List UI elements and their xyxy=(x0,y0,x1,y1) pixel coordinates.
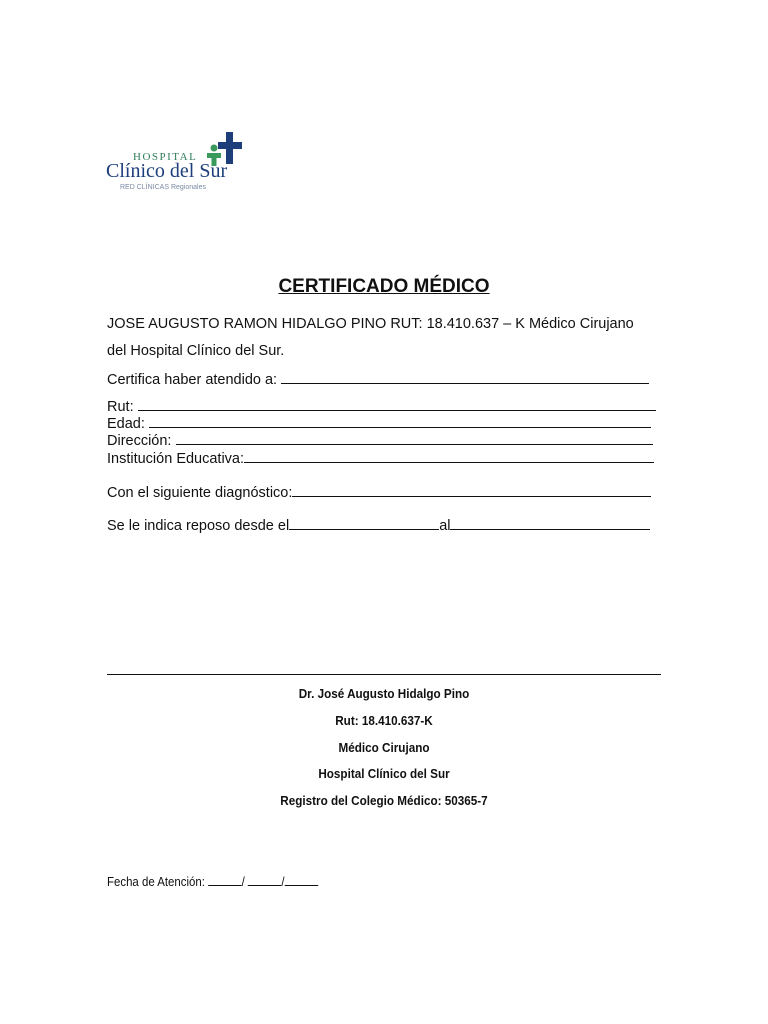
fecha-day-blank[interactable] xyxy=(208,872,241,886)
rut-blank[interactable] xyxy=(138,397,656,411)
signature-hospital: Hospital Clínico del Sur xyxy=(318,766,450,781)
direccion-blank[interactable] xyxy=(176,431,653,445)
edad-field: Edad: xyxy=(107,414,651,432)
logo-network: RED CLÍNICAS Regionales xyxy=(120,184,206,191)
reposo-al-blank[interactable] xyxy=(450,516,650,530)
signature-name: Dr. José Augusto Hidalgo Pino xyxy=(298,686,470,701)
reposo-field: Se le indica reposo desde el al xyxy=(107,516,650,534)
intro-line-2: del Hospital Clínico del Sur. xyxy=(107,343,285,359)
institucion-field: Institución Educativa: xyxy=(107,449,654,467)
atendido-blank[interactable] xyxy=(281,370,649,384)
diagnostico-field: Con el siguiente diagnóstico: xyxy=(107,483,651,501)
rut-field: Rut: xyxy=(107,397,656,415)
hospital-logo xyxy=(106,130,256,196)
institucion-blank[interactable] xyxy=(244,449,654,463)
diagnostico-blank[interactable] xyxy=(292,483,651,497)
signature-title: Médico Cirujano xyxy=(338,740,430,755)
logo-hospital-text: HOSPITAL xyxy=(133,151,198,163)
logo-name: Clínico del Sur xyxy=(106,160,228,182)
signature-line xyxy=(107,674,661,675)
edad-blank[interactable] xyxy=(149,414,651,428)
signature-registro: Registro del Colegio Médico: 50365-7 xyxy=(280,793,488,808)
intro-line-1: JOSE AUGUSTO RAMON HIDALGO PINO RUT: 18.410.637 – K Médico Cirujano xyxy=(107,316,634,332)
fecha-month-blank[interactable] xyxy=(248,872,281,886)
fecha-year-blank[interactable] xyxy=(285,872,318,886)
atendido-field: Certifica haber atendido a: xyxy=(107,370,649,388)
fecha-atencion: Fecha de Atención: / / xyxy=(107,872,318,889)
page-title: CERTIFICADO MÉDICO xyxy=(278,276,490,297)
reposo-desde-blank[interactable] xyxy=(289,516,439,530)
direccion-field: Dirección: xyxy=(107,431,653,449)
signature-rut: Rut: 18.410.637-K xyxy=(335,713,433,728)
